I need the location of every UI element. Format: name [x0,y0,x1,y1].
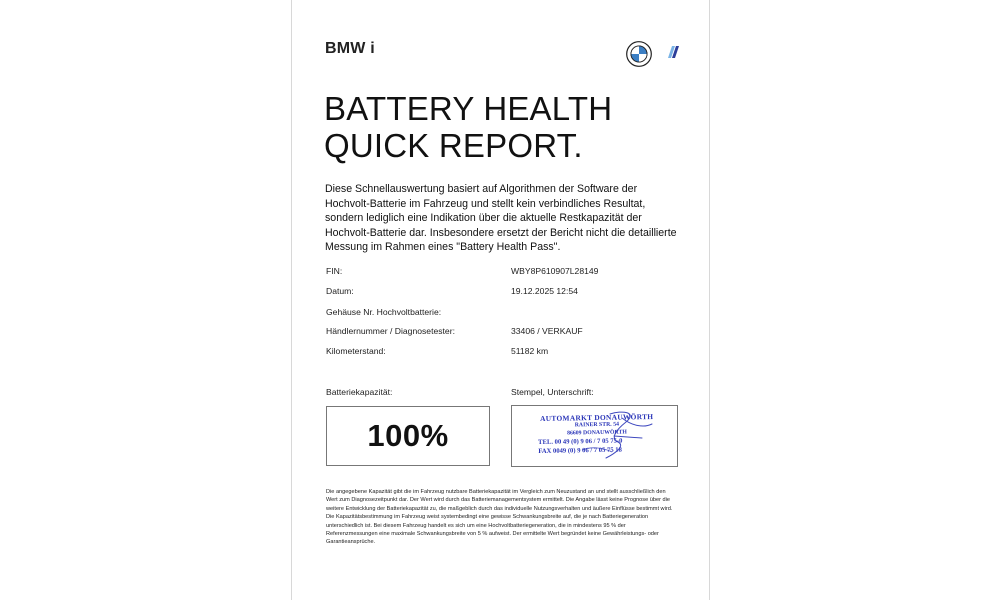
mileage-label: Kilometerstand: [326,346,386,356]
stamp-line-phone: TEL. 00 49 (0) 9 06 / 7 05 75-0 [538,437,623,447]
bmw-roundel-icon [626,41,652,67]
capacity-box [326,406,490,466]
stamp-line-street: RAINER STR. 54 [574,421,620,429]
date-label: Datum: [326,286,354,296]
report-page [291,0,710,600]
fin-value: WBY8P610907L28149 [511,266,599,276]
stamp-signature-label: Stempel, Unterschrift: [511,387,594,397]
brand-name: BMW i [325,40,375,57]
dealer-tester-value: 33406 / VERKAUF [511,326,583,336]
report-title-line2: QUICK REPORT. [324,127,583,164]
stamp-line-city: 86609 DONAUWÖRTH [566,428,627,437]
intro-paragraph: Diese Schnellauswertung basiert auf Algorithmen der Software der Hochvolt-Batterie im Fahrzeug und stellt kein verbindliches Resultat, sondern lediglich eine Indikation über die aktuelle Restkapazität der Hochvolt-Batterie dar. Insbesondere ersetzt der Bericht nicht die detaillierte Messung im Rahmen eines "Battery Health Pass". [325,183,677,254]
report-title [324,90,684,164]
stamp-box [511,405,678,467]
dealer-tester-label: Händlernummer / Diagnosetester: [326,326,455,336]
disclaimer-text: Die angegebene Kapazität gibt die im Fahrzeug nutzbare Batteriekapazität im Vergleich zum Neuzustand an und stellt ausschließlich den Wert zum Diagnosezeitpunkt dar. Der Wert wird durch das Batteriemanagementsystem ermittelt. Die Angabe lässt keine Prognose über die weitere Entwicklung der Batteriekapazität zu, die maßgeblich durch das individuelle Nutzungsverhalten und äußere Einflüsse bestimmt wird. Die Kapazitätsbestimmung im Fahrzeug weist systembedingt eine gewisse Schwankungsbreite auf, die je nach Batteriegeneration unterschiedlich ist. Bei diesem Fahrzeug handelt es sich um eine Hochvoltbatteriegeneration, die in mindestens 95 % der Referenzmessungen eine maximale Schwankungsbreite von 5 % aufweist. Der ermittelte Wert begründet keine Gewährleistungs- oder Garantieansprüche. [326,489,673,546]
dealer-stamp [538,412,657,456]
battery-housing-label: Gehäuse Nr. Hochvoltbatterie: [326,307,442,317]
stamp-line-fax: FAX 0049 (0) 9 06 / 7 05 75 18 [538,446,622,456]
fin-label: FIN: [326,266,343,276]
capacity-label: Batteriekapazität: [326,387,393,397]
mileage-value: 51182 km [511,346,549,356]
stamp-line-company: AUTOMARKT DONAUWÖRTH [540,412,654,423]
date-value: 19.12.2025 12:54 [511,286,578,296]
report-title-line1: BATTERY HEALTH [324,90,613,127]
bmw-m-stripes-icon [664,46,680,58]
capacity-value: 100% [367,418,449,453]
